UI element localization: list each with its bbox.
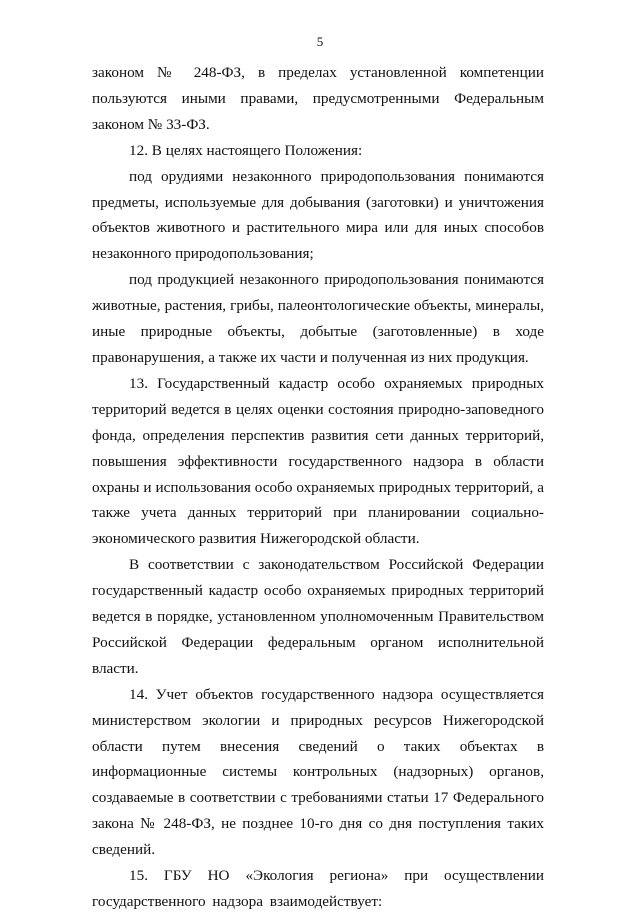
paragraph-tools-definition: под орудиями незаконного природопользования понимаются предметы, используемые для добывания (заготовки) и уничтожения объектов животного и растительного мира или для иных способов незаконного природопользования; [92,167,544,263]
document-body [92,60,544,915]
paragraph-13: 13. Государственный кадастр особо охраняемых природных территорий ведется в целях оценки состояния природно-заповедного фонда, определения перспектив развития сети данных территорий, повышения эффективности государственного надзора в области охраны и использования особо охраняемых природных территорий, а также учета данных территорий при планировании социально-экономического развития Нижегородской области. [92,374,544,548]
page-number: 5 [316,34,324,49]
paragraph-14: 14. Учет объектов государственного надзора осуществляется министерством экологии и природных ресурсов Нижегородской области путем внесения сведений о таких объектах в информационные системы контрольных (надзорных) органов, создаваемые в соответствии с требованиями статьи 17 Федерального закона № 248-ФЗ, не позднее 10-го дня со дня поступления таких сведений. [92,685,544,859]
paragraph-continuation: законом № 248-ФЗ, в пределах установленной компетенции пользуются иными правами, предусмотренными Федеральным законом № 33-ФЗ. [92,64,544,133]
paragraph-15: 15. ГБУ НО «Экология региона» при осуществлении государственного надзора взаимодействует: [92,867,544,910]
paragraph-12-heading: 12. В целях настоящего Положения: [129,141,363,159]
paragraph-13-continued: В соответствии с законодательством Российской Федерации государственный кадастр особо охраняемых природных территорий ведется в порядке, установленном уполномоченным Правительством Российской Федерации федеральным органом исполнительной власти. [92,556,544,677]
paragraph-products-definition: под продукцией незаконного природопользования понимаются животные, растения, грибы, палеонтологические объекты, минералы, иные природные объекты, добытые (заготовленные) в ходе правонарушения, а также их части и полученная из них продукция. [92,271,544,366]
